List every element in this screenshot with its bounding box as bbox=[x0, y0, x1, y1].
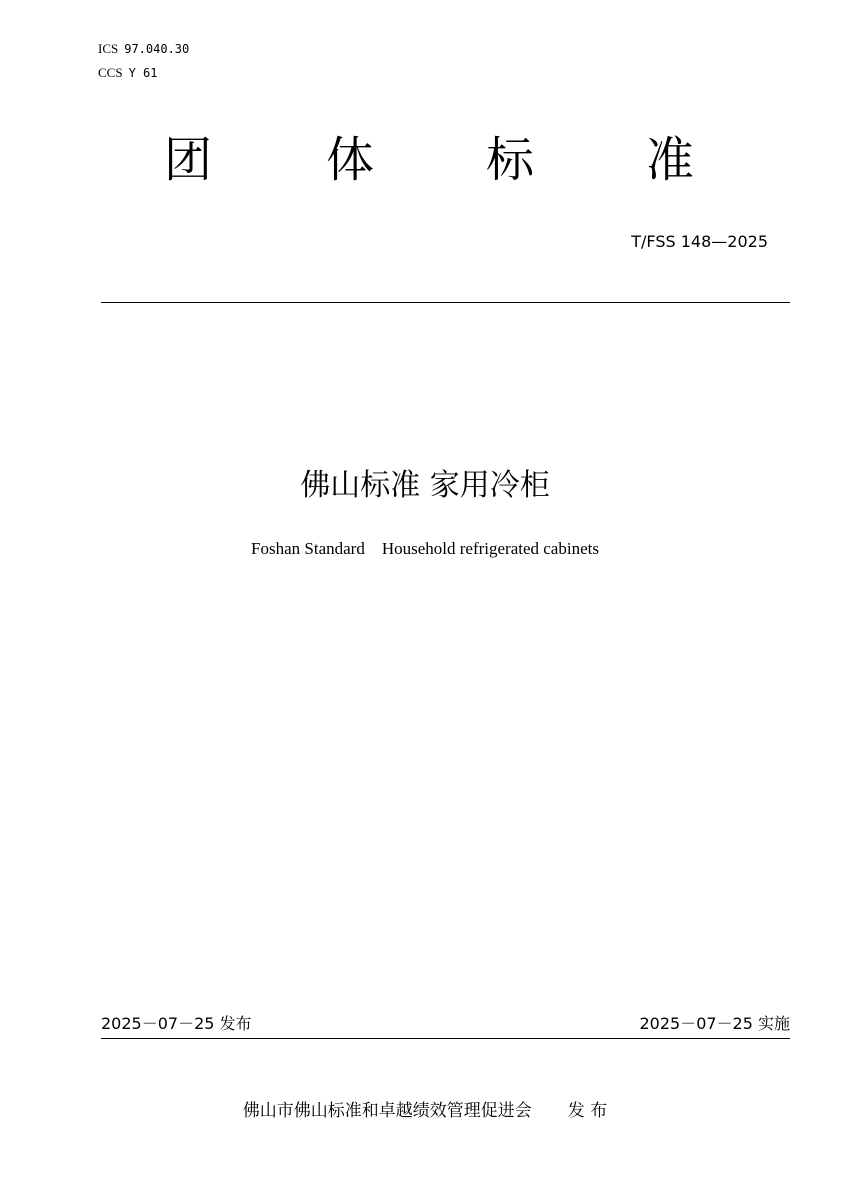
implementation-date: 2025－07－25 实施 bbox=[639, 1014, 790, 1033]
publisher-line bbox=[0, 1100, 850, 1122]
ics-label: ICS bbox=[98, 41, 119, 56]
ccs-label: CCS bbox=[98, 65, 123, 80]
category-char-3: 标 bbox=[485, 132, 534, 188]
title-chinese: 佛山标准 家用冷柜 bbox=[300, 468, 550, 503]
ics-classification bbox=[98, 42, 189, 56]
top-divider bbox=[101, 302, 790, 303]
publisher-name: 佛山市佛山标准和卓越绩效管理促进会 bbox=[242, 1101, 532, 1121]
title-english: Foshan Standard Household refrigerated cabinets bbox=[251, 539, 599, 558]
bottom-divider bbox=[101, 1038, 790, 1039]
standard-number: T/FSS 148—2025 bbox=[631, 232, 768, 251]
category-char-1: 团 bbox=[163, 132, 212, 188]
publish-label: 发 布 bbox=[567, 1101, 608, 1121]
category-char-4: 准 bbox=[645, 132, 694, 188]
ics-value: 97.040.30 bbox=[124, 42, 190, 56]
issue-date: 2025－07－25 发布 bbox=[101, 1014, 252, 1033]
category-char-2: 体 bbox=[325, 132, 374, 188]
ccs-classification bbox=[98, 66, 157, 80]
ccs-value: Y 61 bbox=[128, 66, 158, 80]
